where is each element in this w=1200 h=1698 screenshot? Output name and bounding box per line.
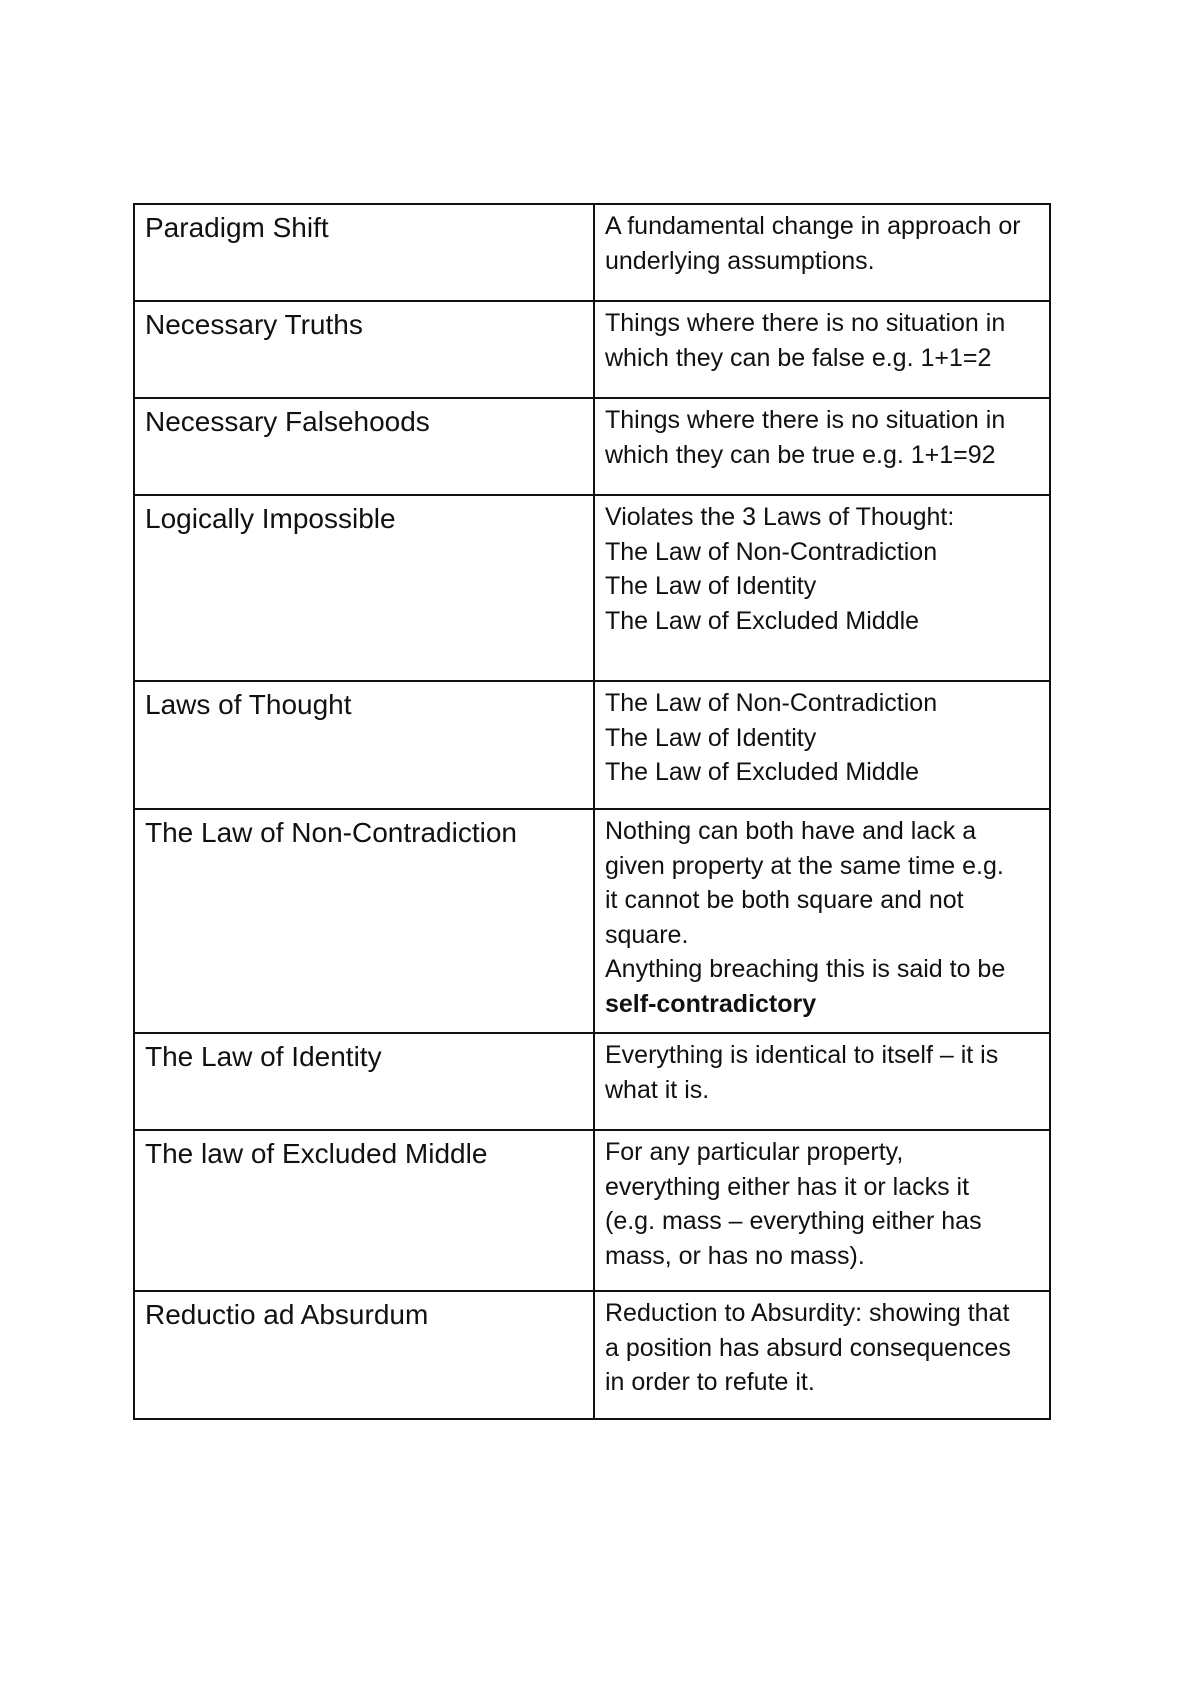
definition-line: everything either has it or lacks it — [605, 1172, 970, 1201]
glossary-row — [134, 1291, 1050, 1419]
definition-cell — [594, 681, 1050, 809]
definition-cell — [594, 204, 1050, 301]
definition-line: Reduction to Absurdity: showing that — [605, 1299, 1010, 1327]
definition-line: The Law of Excluded Middle — [605, 758, 920, 786]
glossary-row — [134, 1130, 1050, 1291]
glossary-row — [134, 204, 1050, 301]
definition-line: which they can be false e.g. 1+1=2 — [605, 343, 992, 372]
term-cell: Necessary Falsehoods — [134, 398, 594, 495]
definition-cell — [594, 1130, 1050, 1291]
definition-line: For any particular property, — [605, 1138, 904, 1166]
term-cell: The Law of Non-Contradiction — [134, 809, 594, 1033]
term-cell: Paradigm Shift — [134, 204, 594, 301]
glossary-row — [134, 301, 1050, 398]
definition-line: Nothing can both have and lack a — [605, 817, 977, 845]
glossary-row — [134, 1033, 1050, 1130]
definition-keyword: self-contradictory — [605, 989, 817, 1018]
definition-line: Anything breaching this is said to be — [605, 955, 1006, 983]
term-cell: Laws of Thought — [134, 681, 594, 809]
glossary-body — [134, 204, 1050, 1419]
definition-line: The Law of Identity — [605, 723, 817, 752]
definition-line: Things where there is no situation in — [605, 406, 1006, 434]
definition-line: which they can be true e.g. 1+1=92 — [605, 440, 996, 469]
definition-line: The Law of Identity — [605, 572, 817, 600]
definition-line: given property at the same time e.g. — [605, 851, 1004, 880]
term-cell: Reductio ad Absurdum — [134, 1291, 594, 1419]
definition-cell — [594, 1291, 1050, 1419]
definition-line: (e.g. mass – everything either has — [605, 1207, 982, 1235]
glossary-row — [134, 398, 1050, 495]
glossary-table — [133, 203, 1051, 1420]
glossary-row — [134, 495, 1050, 681]
definition-cell — [594, 1033, 1050, 1130]
glossary-row — [134, 681, 1050, 809]
term-cell: Logically Impossible — [134, 495, 594, 681]
definition-line: The Law of Non-Contradiction — [605, 537, 938, 566]
definition-line: what it is. — [605, 1075, 710, 1104]
definition-line: The Law of Non-Contradiction — [605, 689, 938, 717]
definition-line: mass, or has no mass). — [605, 1241, 865, 1270]
glossary-row — [134, 809, 1050, 1033]
definition-line: in order to refute it. — [605, 1368, 815, 1396]
term-cell: Necessary Truths — [134, 301, 594, 398]
definition-cell — [594, 398, 1050, 495]
definition-line: Everything is identical to itself – it is — [605, 1041, 999, 1069]
definition-line: it cannot be both square and not — [605, 886, 964, 914]
definition-cell — [594, 495, 1050, 681]
term-cell: The Law of Identity — [134, 1033, 594, 1130]
definition-line: Things where there is no situation in — [605, 309, 1006, 337]
term-cell: The law of Excluded Middle — [134, 1130, 594, 1291]
definition-cell — [594, 301, 1050, 398]
definition-line: underlying assumptions. — [605, 246, 875, 275]
definition-line: square. — [605, 920, 689, 949]
definition-line: A fundamental change in approach or — [605, 212, 1021, 240]
definition-line: The Law of Excluded Middle — [605, 606, 920, 635]
definition-line: Violates the 3 Laws of Thought: — [605, 503, 955, 531]
definition-line: a position has absurd consequences — [605, 1333, 1011, 1362]
definition-cell — [594, 809, 1050, 1033]
